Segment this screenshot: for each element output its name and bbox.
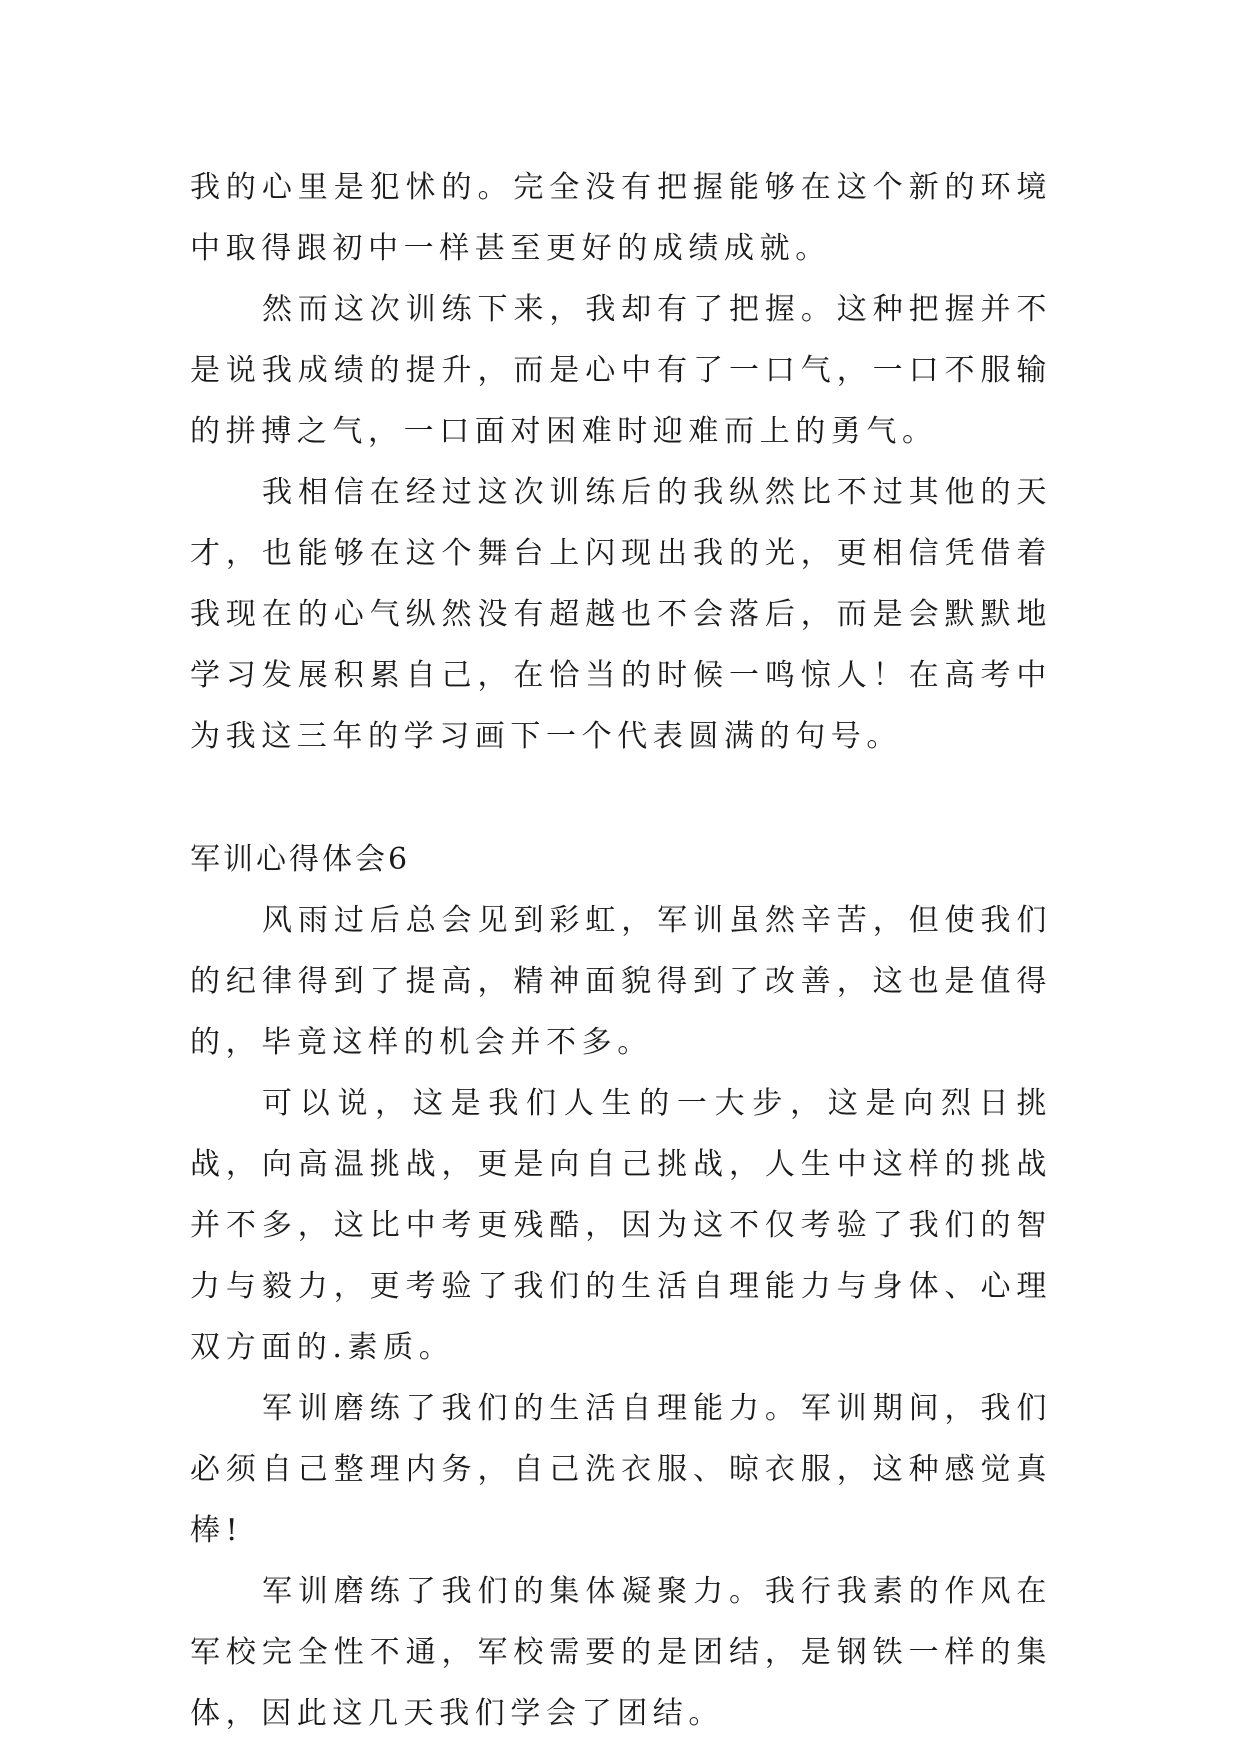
paragraph: 然而这次训练下来，我却有了把握。这种把握并不是说我成绩的提升，而是心中有了一口气，一口不服输的拼搏之气，一口面对困难时迎难而上的勇气。 (190, 292, 1052, 449)
document-body (190, 157, 1052, 1744)
paragraph: 风雨过后总会见到彩虹，军训虽然辛苦，但使我们的纪律得到了提高，精神面貌得到了改善，这也是值得的，毕竟这样的机会并不多。 (190, 903, 1052, 1060)
paragraph-continued: 我的心里是犯怵的。完全没有把握能够在这个新的环境中取得跟初中一样甚至更好的成绩成就。 (190, 170, 1052, 266)
paragraph: 可以说，这是我们人生的一大步，这是向烈日挑战，向高温挑战，更是向自己挑战，人生中这样的挑战并不多，这比中考更残酷，因为这不仅考验了我们的智力与毅力，更考验了我们的生活自理能力与身体、心理双方面的.素质。 (190, 1086, 1052, 1365)
paragraph: 军训磨练了我们的生活自理能力。军训期间，我们必须自己整理内务，自己洗衣服、晾衣服，这种感觉真棒! (190, 1391, 1052, 1548)
paragraph: 我相信在经过这次训练后的我纵然比不过其他的天才，也能够在这个舞台上闪现出我的光，更相信凭借着我现在的心气纵然没有超越也不会落后，而是会默默地学习发展积累自己，在恰当的时候一鸣惊人！在高考中为我这三年的学习画下一个代表圆满的句号。 (190, 475, 1052, 754)
section-heading: 军训心得体会6 (190, 842, 411, 877)
paragraph: 军训磨练了我们的集体凝聚力。我行我素的作风在军校完全性不通，军校需要的是团结，是钢铁一样的集体，因此这几天我们学会了团结。 (190, 1574, 1052, 1731)
